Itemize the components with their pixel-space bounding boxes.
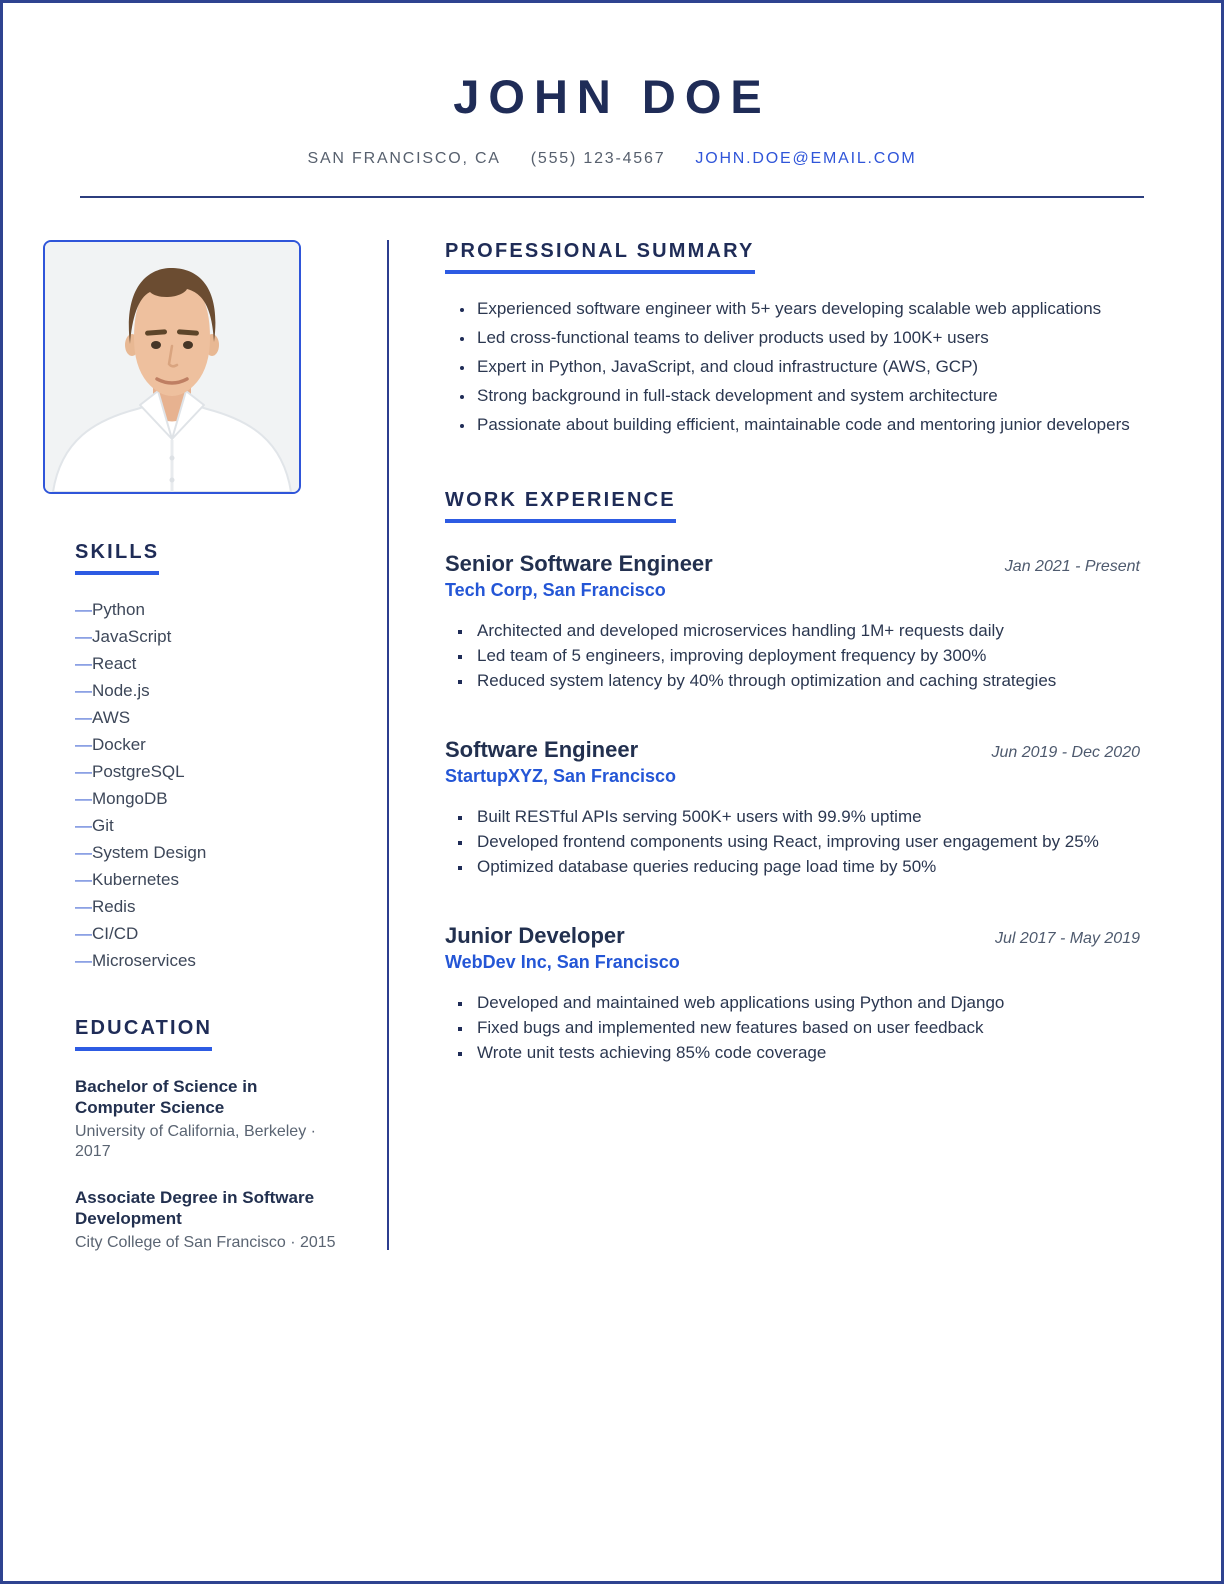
skill-label: Git bbox=[92, 816, 114, 835]
skill-item bbox=[75, 654, 387, 674]
job-title: Junior Developer bbox=[445, 923, 625, 948]
skill-dash: — bbox=[75, 924, 92, 943]
job-bullet-list bbox=[445, 992, 1140, 1063]
skill-label: JavaScript bbox=[92, 627, 172, 646]
profile-photo-illustration bbox=[45, 242, 299, 492]
job-bullet-list bbox=[445, 620, 1140, 691]
skill-label: MongoDB bbox=[92, 789, 168, 808]
education-section bbox=[75, 1017, 387, 1253]
job-bullet: ▪ Optimized database queries reducing page load time by 50% bbox=[473, 856, 1140, 877]
job-bullet-list bbox=[445, 806, 1140, 877]
skill-dash: — bbox=[75, 600, 92, 619]
skill-dash: — bbox=[75, 627, 92, 646]
skill-dash: — bbox=[75, 681, 92, 700]
experience-section bbox=[445, 489, 1140, 1063]
job-dates: Jun 2019 - Dec 2020 bbox=[991, 744, 1140, 761]
job-bullet: ▪ Developed and maintained web applications using Python and Django bbox=[473, 992, 1140, 1013]
education-degree: Bachelor of Science in Computer Science bbox=[75, 1077, 258, 1117]
job-dates: Jan 2021 - Present bbox=[1004, 558, 1140, 575]
skill-item bbox=[75, 897, 387, 917]
education-school: City College of San Francisco · 2015 bbox=[75, 1234, 336, 1251]
skill-item bbox=[75, 762, 387, 782]
education-entry bbox=[75, 1187, 337, 1253]
skill-dash: — bbox=[75, 816, 92, 835]
content-area bbox=[3, 198, 1221, 1253]
skill-dash: — bbox=[75, 951, 92, 970]
sidebar bbox=[43, 240, 387, 1253]
skill-item bbox=[75, 843, 387, 863]
skill-label: React bbox=[92, 654, 137, 673]
skill-item bbox=[75, 681, 387, 701]
skill-label: Kubernetes bbox=[92, 870, 179, 889]
job-bullet: ▪ Architected and developed microservices handling 1M+ requests daily bbox=[473, 620, 1140, 641]
skills-list bbox=[75, 600, 387, 971]
skill-dash: — bbox=[75, 708, 92, 727]
job-dates: Jul 2017 - May 2019 bbox=[995, 930, 1140, 947]
summary-bullet: • Strong background in full-stack development and system architecture bbox=[475, 384, 1140, 408]
summary-bullet: • Expert in Python, JavaScript, and cloud infrastructure (AWS, GCP) bbox=[475, 355, 1140, 379]
job-title: Software Engineer bbox=[445, 737, 639, 762]
job-bullet: ▪ Reduced system latency by 40% through optimization and caching strategies bbox=[473, 670, 1140, 691]
job-entry bbox=[445, 923, 1140, 1063]
contact-email-link[interactable]: JOHN.DOE@EMAIL.COM bbox=[695, 150, 917, 167]
summary-bullet: • Passionate about building efficient, maintainable code and mentoring junior developers bbox=[475, 413, 1140, 437]
job-company: WebDev Inc, San Francisco bbox=[445, 952, 680, 972]
skill-item bbox=[75, 816, 387, 836]
education-entry bbox=[75, 1076, 337, 1162]
skills-heading: SKILLS bbox=[75, 541, 159, 575]
education-school: University of California, Berkeley · 2017 bbox=[75, 1123, 316, 1160]
job-entry bbox=[445, 551, 1140, 691]
main-column bbox=[389, 240, 1140, 1067]
education-heading: EDUCATION bbox=[75, 1017, 212, 1051]
skill-item bbox=[75, 924, 387, 944]
skill-item bbox=[75, 870, 387, 890]
skill-label: PostgreSQL bbox=[92, 762, 185, 781]
job-bullet: ▪ Wrote unit tests achieving 85% code coverage bbox=[473, 1042, 1140, 1063]
skill-label: Docker bbox=[92, 735, 146, 754]
skill-label: Node.js bbox=[92, 681, 150, 700]
profile-photo bbox=[43, 240, 301, 494]
experience-heading: WORK EXPERIENCE bbox=[445, 489, 676, 523]
skill-label: Redis bbox=[92, 897, 136, 916]
skill-item bbox=[75, 951, 387, 971]
job-title: Senior Software Engineer bbox=[445, 551, 713, 576]
job-title-row bbox=[445, 923, 1140, 949]
skill-dash: — bbox=[75, 654, 92, 673]
skill-dash: — bbox=[75, 762, 92, 781]
skill-dash: — bbox=[75, 789, 92, 808]
summary-heading: PROFESSIONAL SUMMARY bbox=[445, 240, 755, 274]
skill-label: System Design bbox=[92, 843, 207, 862]
skill-label: CI/CD bbox=[92, 924, 139, 943]
skill-label: Microservices bbox=[92, 951, 196, 970]
job-company: StartupXYZ, San Francisco bbox=[445, 766, 677, 786]
job-entry bbox=[445, 737, 1140, 877]
summary-bullet: • Led cross-functional teams to deliver products used by 100K+ users bbox=[475, 326, 1140, 350]
skill-item bbox=[75, 789, 387, 809]
education-degree: Associate Degree in Software Development bbox=[75, 1188, 315, 1228]
job-title-row bbox=[445, 737, 1140, 763]
skill-item bbox=[75, 627, 387, 647]
resume-header bbox=[3, 3, 1221, 198]
summary-bullet: • Experienced software engineer with 5+ years developing scalable web applications bbox=[475, 297, 1140, 321]
job-bullet: ▪ Led team of 5 engineers, improving deployment frequency by 300% bbox=[473, 645, 1140, 666]
skills-section bbox=[75, 541, 387, 971]
contact-phone: (555) 123-4567 bbox=[530, 150, 666, 167]
summary-section bbox=[445, 240, 1140, 437]
skill-item bbox=[75, 600, 387, 620]
skill-dash: — bbox=[75, 843, 92, 862]
contact-location: SAN FRANCISCO, CA bbox=[307, 150, 501, 167]
skill-dash: — bbox=[75, 897, 92, 916]
skill-item bbox=[75, 735, 387, 755]
skill-item bbox=[75, 708, 387, 728]
job-bullet: ▪ Fixed bugs and implemented new features based on user feedback bbox=[473, 1017, 1140, 1038]
summary-bullet-list bbox=[445, 297, 1140, 437]
skill-dash: — bbox=[75, 870, 92, 889]
job-bullet: ▪ Developed frontend components using React, improving user engagement by 25% bbox=[473, 831, 1140, 852]
job-bullet: ▪ Built RESTful APIs serving 500K+ users with 99.9% uptime bbox=[473, 806, 1140, 827]
candidate-name: JOHN DOE bbox=[453, 70, 771, 123]
skill-label: AWS bbox=[92, 708, 131, 727]
skill-dash: — bbox=[75, 735, 92, 754]
skill-label: Python bbox=[92, 600, 145, 619]
contact-row bbox=[3, 150, 1221, 168]
job-company: Tech Corp, San Francisco bbox=[445, 580, 666, 600]
job-title-row bbox=[445, 551, 1140, 577]
